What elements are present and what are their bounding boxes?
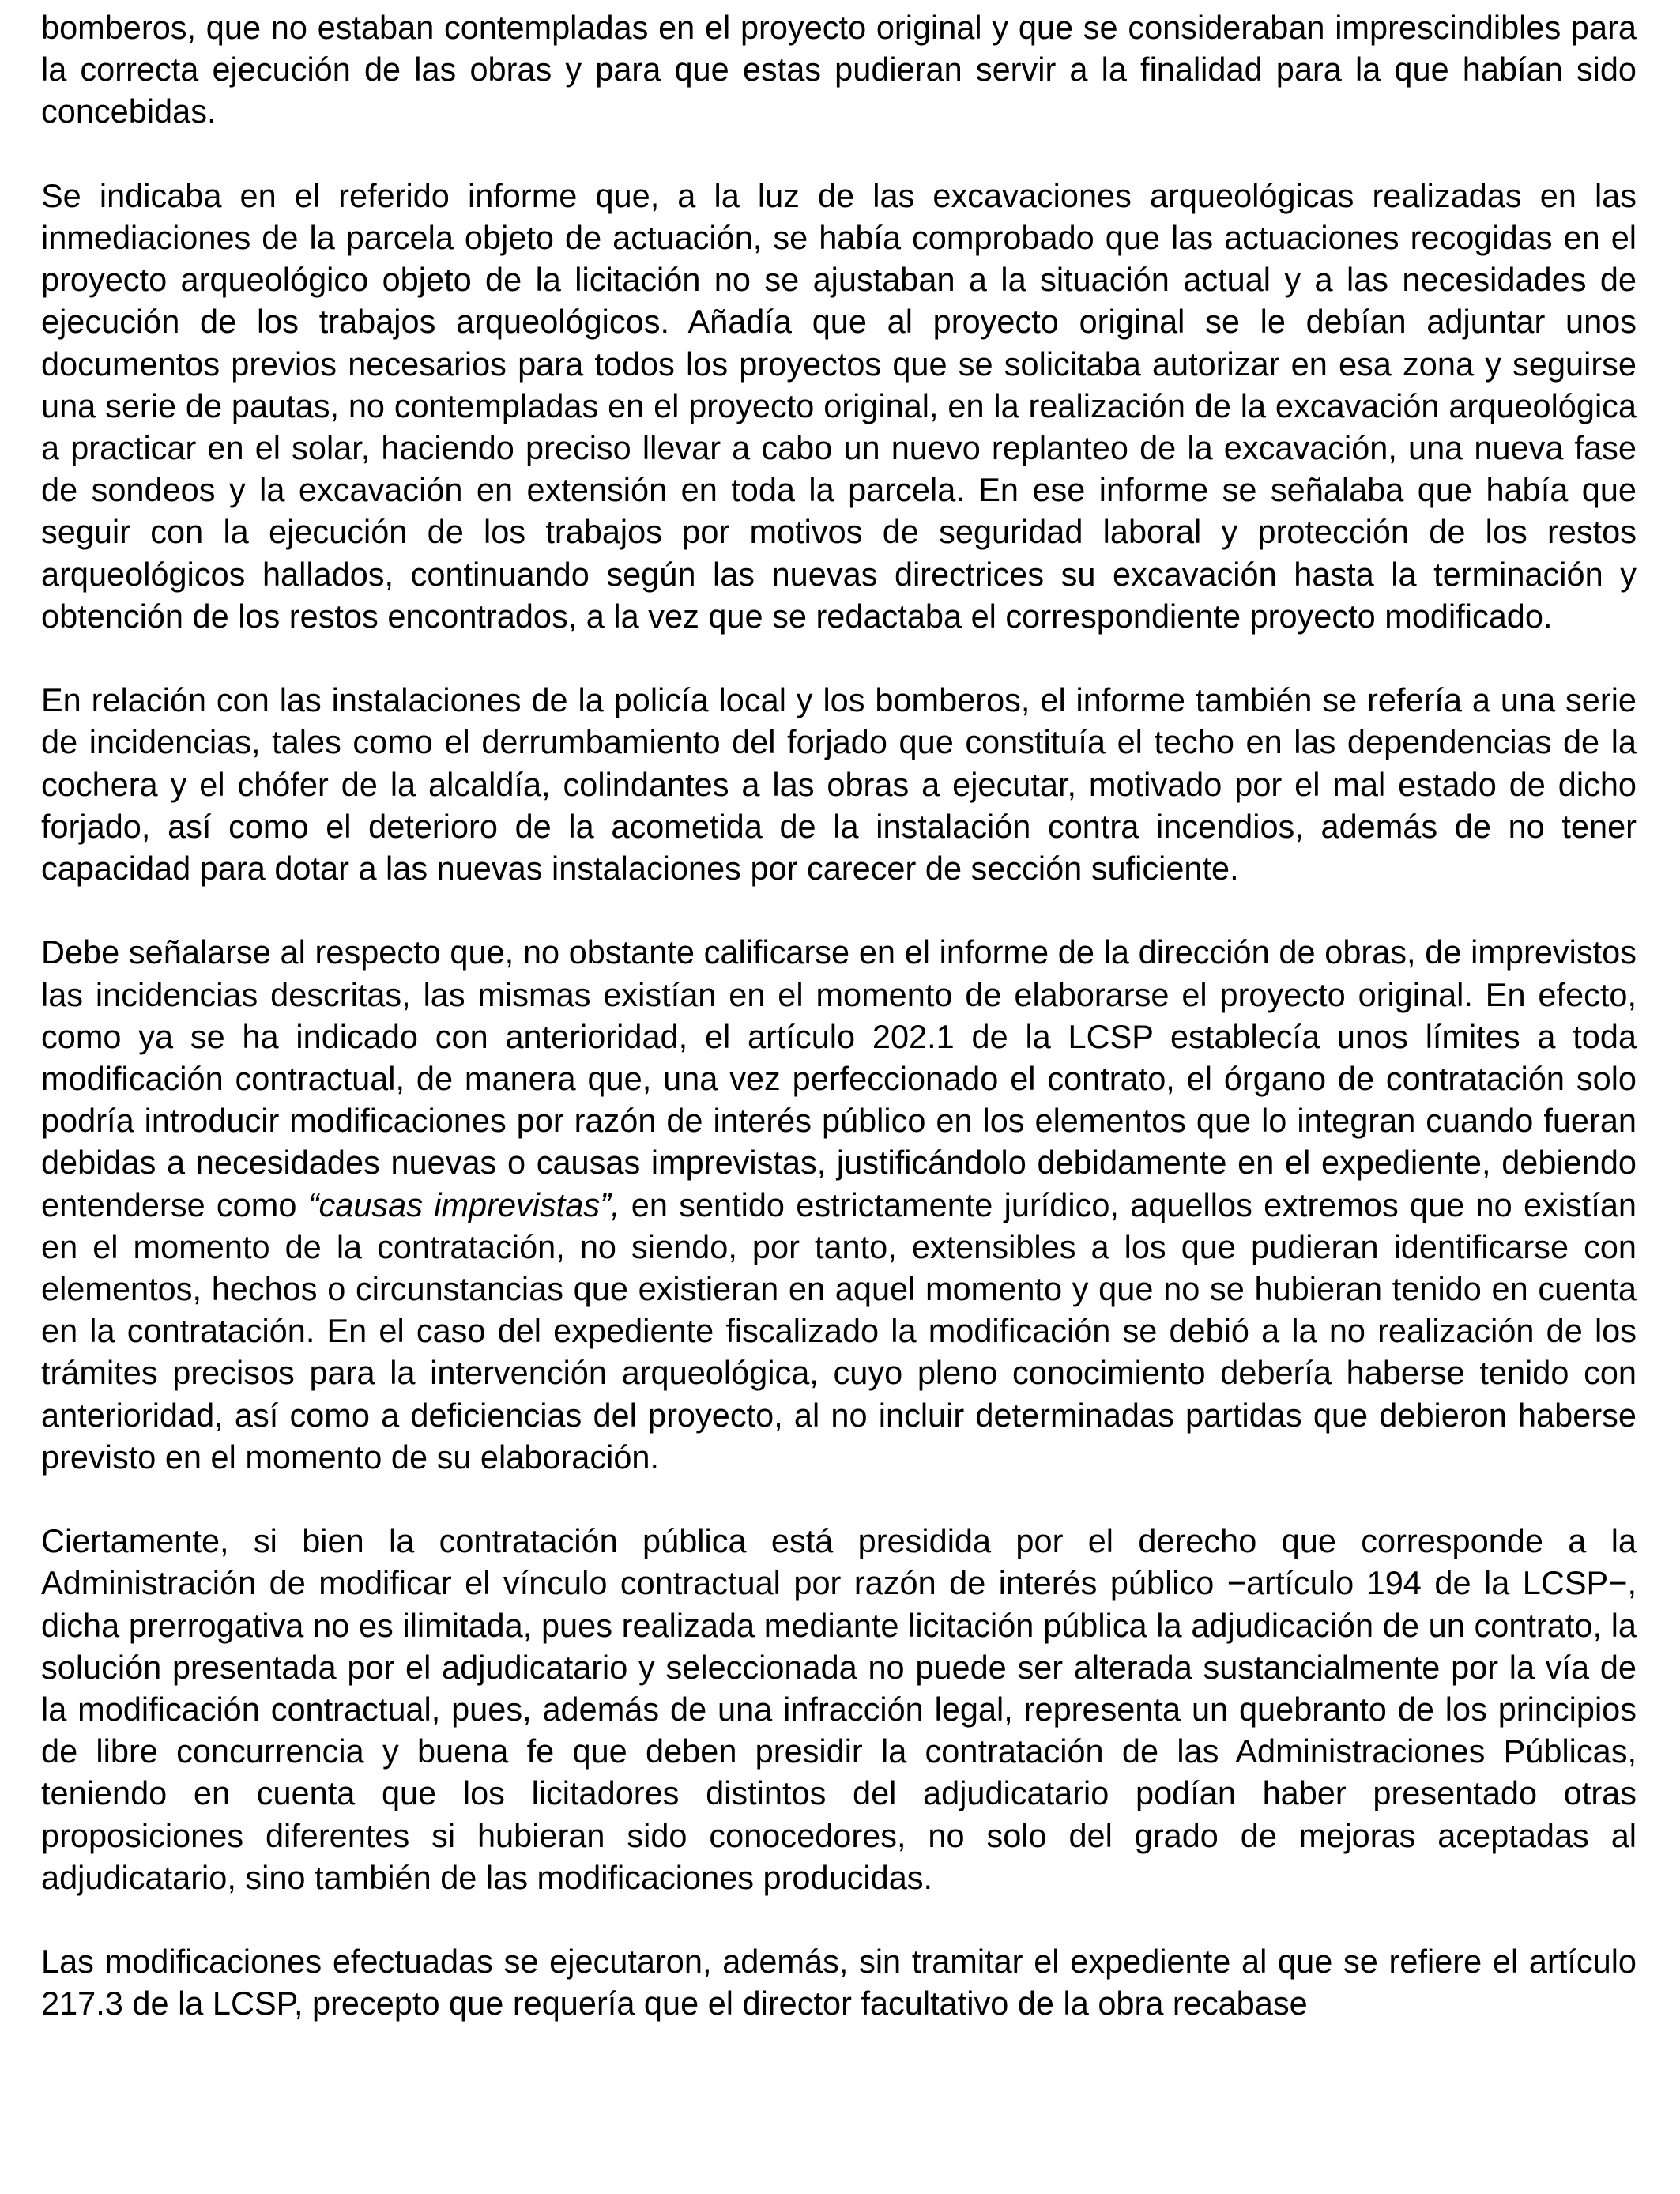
paragraph-4-text-after: en sentido estrictamente jurídico, aquellos extremos que no existían en el momento de la contratación, no siendo, por tanto, extensibles a los que pudieran identificarse con elementos, hechos o circunstancias que existieran en aquel momento y que no se hubieran tenido en cuenta en la contratación. En el caso del expediente fiscalizado la modificación se debió a la no realización de los trámites precisos para la intervención arqueológica, cuyo pleno conocimiento debería haberse tenido con anterioridad, así como a deficiencias del proyecto, al no incluir determinadas partidas que debieron haberse previsto en el momento de su elaboración. xyxy=(41,1186,1637,1476)
paragraph-1: bomberos, que no estaban contempladas en el proyecto original y que se consideraban imprescindibles para la correcta ejecución de las obras y para que estas pudieran servir a la finalidad para la que habían sido concebidas. xyxy=(41,9,1637,130)
paragraph-5: Ciertamente, si bien la contratación pública está presidida por el derecho que corresponde a la Administración de modificar el vínculo contractual por razón de interés público −artículo 194 de la LCSP−, dicha prerrogativa no es ilimitada, pues realizada mediante licitación pública la adjudicación de un contrato, la solución presentada por el adjudicatario y seleccionada no puede ser alterada sustancialmente por la vía de la modificación contractual, pues, además de una infracción legal, representa un quebranto de los principios de libre concurrencia y buena fe que deben presidir la contratación de las Administraciones Públicas, teniendo en cuenta que los licitadores distintos del adjudicatario podían haber presentado otras proposiciones diferentes si hubieran sido conocedores, no solo del grado de mejoras aceptadas al adjudicatario, sino también de las modificaciones producidas. xyxy=(41,1522,1637,1896)
paragraph-6: Las modificaciones efectuadas se ejecutaron, además, sin tramitar el expediente al que se refiere el artículo 217.3 de la LCSP, precepto que requería que el director facultativo de la obra recabase xyxy=(41,1943,1637,2022)
paragraph-4-text-before: Debe señalarse al respecto que, no obstante calificarse en el informe de la dirección de obras, de imprevistos las incidencias descritas, las mismas existían en el momento de elaborarse el proyecto original. En efecto, como ya se ha indicado con anterioridad, el artículo 202.1 de la LCSP establecía unos límites a toda modificación contractual, de manera que, una vez perfeccionado el contrato, el órgano de contratación solo podría introducir modificaciones por razón de interés público en los elementos que lo integran cuando fueran debidas a necesidades nuevas o causas imprevistas, justificándolo debidamente en el expediente, debiendo entenderse como xyxy=(41,933,1637,1223)
paragraph-4-italic-quote: “causas imprevistas”, xyxy=(307,1186,620,1223)
paragraph-3: En relación con las instalaciones de la policía local y los bomberos, el informe también se refería a una serie de incidencias, tales como el derrumbamiento del forjado que constituía el techo en las dependencias de la cochera y el chófer de la alcaldía, colindantes a las obras a ejecutar, motivado por el mal estado de dicho forjado, así como el deterioro de la acometida de la instalación contra incendios, además de no tener capacidad para dotar a las nuevas instalaciones por carecer de sección suficiente. xyxy=(41,681,1637,888)
paragraph-4 xyxy=(41,931,1637,1478)
paragraph-2: Se indicaba en el referido informe que, a la luz de las excavaciones arqueológicas realizadas en las inmediaciones de la parcela objeto de actuación, se había comprobado que las actuaciones recogidas en el proyecto arqueológico objeto de la licitación no se ajustaban a la situación actual y a las necesidades de ejecución de los trabajos arqueológicos. Añadía que al proyecto original se le debían adjuntar unos documentos previos necesarios para todos los proyectos que se solicitaba autorizar en esa zona y seguirse una serie de pautas, no contempladas en el proyecto original, en la realización de la excavación arqueológica a practicar en el solar, haciendo preciso llevar a cabo un nuevo replanteo de la excavación, una nueva fase de sondeos y la excavación en extensión en toda la parcela. En ese informe se señalaba que había que seguir con la ejecución de los trabajos por motivos de seguridad laboral y protección de los restos arqueológicos hallados, continuando según las nuevas directrices su excavación hasta la terminación y obtención de los restos encontrados, a la vez que se redactaba el correspondiente proyecto modificado. xyxy=(41,176,1637,635)
